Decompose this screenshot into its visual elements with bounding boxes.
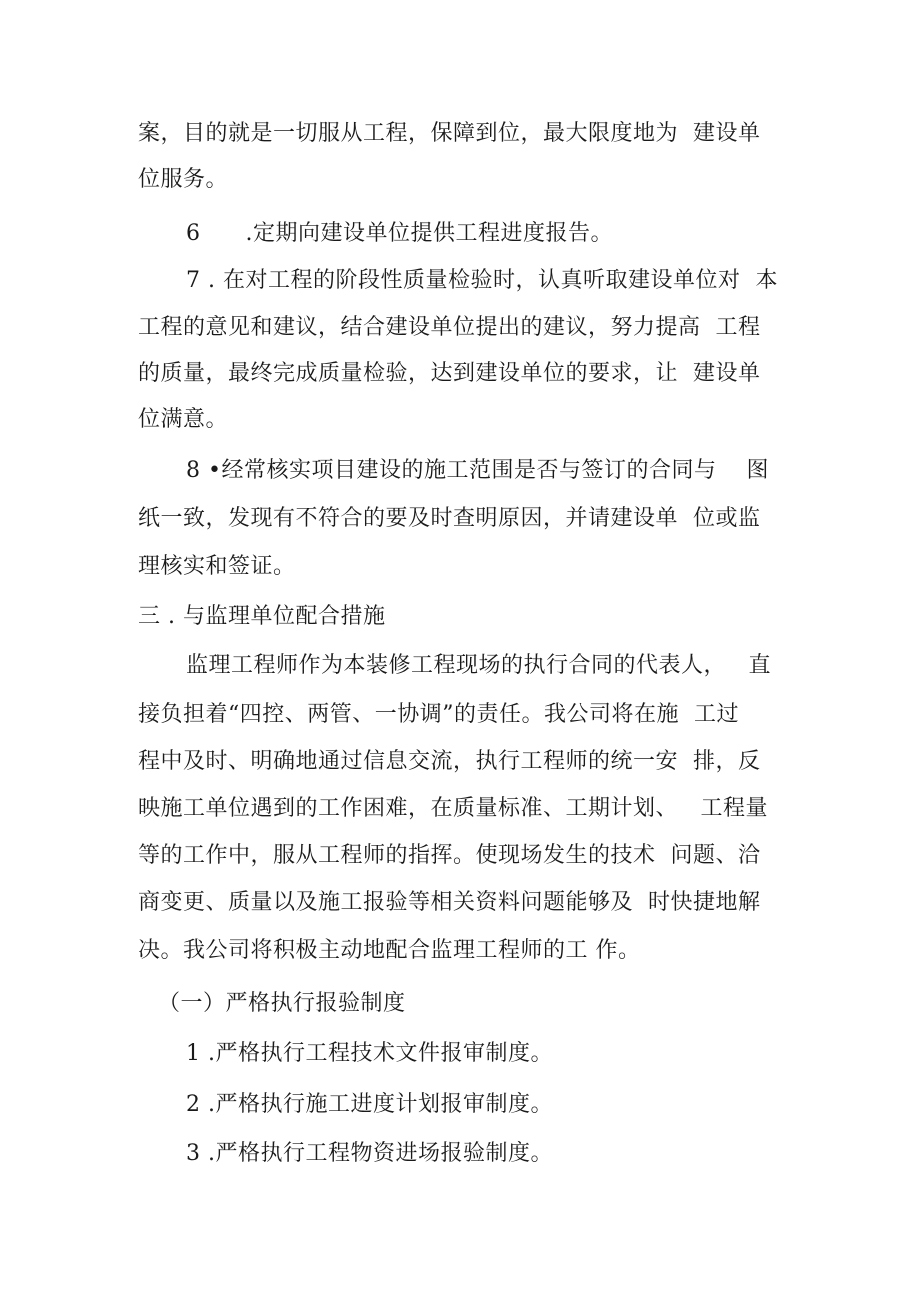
list-item-7: 7 . 在对工程的阶段性质量检验时，认真听取建设单位对 本 [186, 268, 778, 293]
paragraph-line: 接负担着“四控、两管、一协调”的责任。我公司将在施 工过 [138, 702, 739, 727]
paragraph-line: 的质量，最终完成质量检验，达到建设单位的要求，让 建设单 [138, 361, 761, 386]
paragraph-line: 映施工单位遇到的工作困难，在质量标准、工期计划、 工程量 [138, 796, 768, 821]
paragraph-line: 位满意。 [138, 407, 229, 432]
paragraph-line: 程中及时、明确地通过信息交流，执行工程师的统一安 排，反 [138, 749, 761, 774]
paragraph-line: 等的工作中，服从工程师的指挥。使现场发生的技术 问题、洽 [138, 843, 761, 868]
list-item-6: 6 .定期向建设单位提供工程进度报告。 [186, 221, 613, 246]
paragraph-line: 商变更、质量以及施工报验等相关资料问题能够及 时快捷地解 [138, 890, 761, 915]
list-item-8: 8 •经常核实项目建设的施工范围是否与签订的合同与 图 [186, 458, 769, 483]
paragraph-line: 理核实和签证。 [138, 554, 296, 579]
list-item-1: 1 .严格执行工程技术文件报审制度。 [186, 1041, 553, 1066]
paragraph-line: 监理工程师作为本装修工程现场的执行合同的代表人， 直 [186, 653, 771, 678]
section-heading: 三 . 与监理单位配合措施 [138, 604, 386, 629]
paragraph-line: 案，目的就是一切服从工程，保障到位，最大限度地为 建设单 [138, 121, 761, 146]
paragraph-line: 工程的意见和建议，结合建设单位提出的建议，努力提高 工程 [138, 315, 761, 340]
subsection-heading: （一）严格执行报验制度 [158, 991, 406, 1016]
paragraph-line: 位服务。 [138, 167, 229, 192]
paragraph-line: 纸一致，发现有不符合的要及时查明原因，并请建设单 位或监 [138, 506, 761, 531]
paragraph-line: 决。我公司将积极主动地配合监理工程师的工 作。 [138, 938, 641, 963]
list-item-2: 2 .严格执行施工进度计划报审制度。 [186, 1092, 553, 1117]
list-item-3: 3 .严格执行工程物资进场报验制度。 [186, 1141, 553, 1166]
